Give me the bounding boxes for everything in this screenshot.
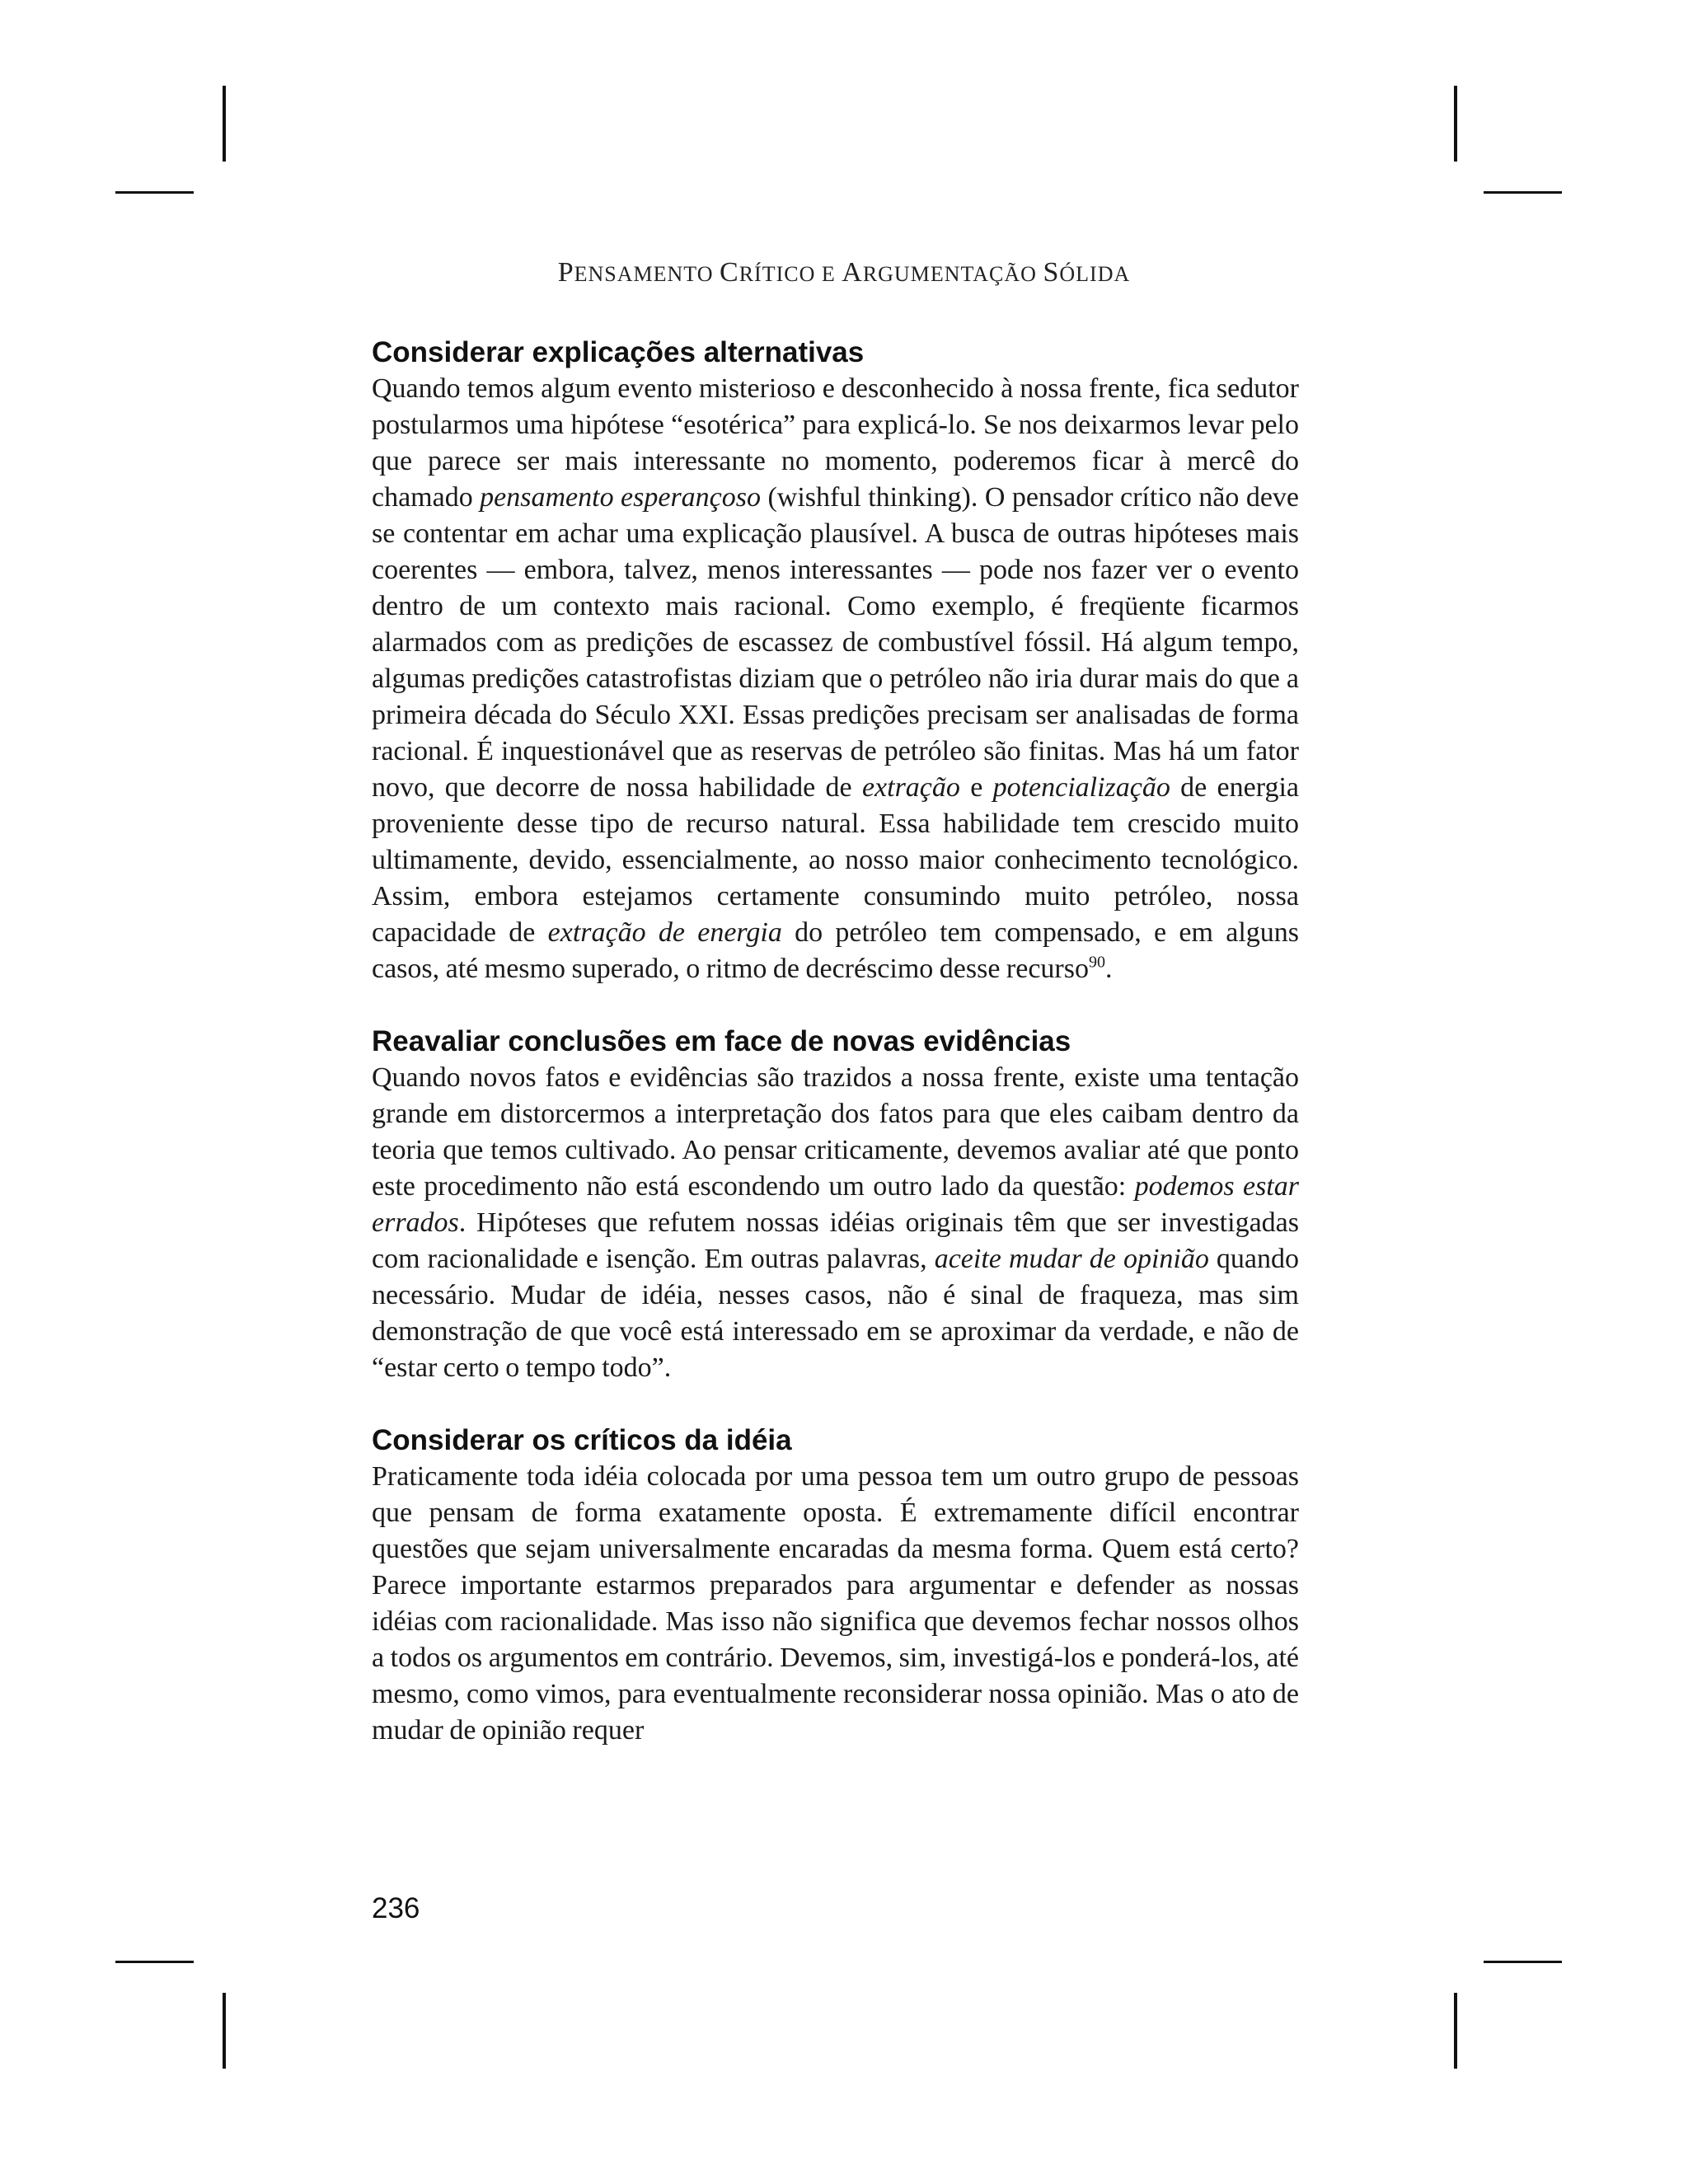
section-paragraph: Quando temos algum evento misterioso e desconhecido à nossa frente, fica sedutor postularmos uma hipótese “esotérica” para explicá-lo. Se nos deixarmos levar pelo que parece ser mais interessante no momento, poderemos ficar à mercê do chamado pensamento esperançoso (wishful thinking). O pensador crítico não deve se contentar em achar uma explicação plausível. A busca de outras hipóteses mais coerentes — embora, talvez, menos interessantes — pode nos fazer ver o evento dentro de um contexto mais racional. Como exemplo, é freqüente ficarmos alarmados com as predições de escassez de combustível fóssil. Há algum tempo, algumas predições catastrofistas diziam que o petróleo não iria durar mais do que a primeira década do Século XXI. Essas predições precisam ser analisadas de forma racional. É inquestionável que as reservas de petróleo são finitas. Mas há um fator novo, que decorre de nossa habilidade de extração e potencialização de energia proveniente desse tipo de recurso natural. Essa habilidade tem crescido muito ultimamente, devido, essencialmente, ao nosso maior conhecimento tecnológico. Assim, embora estejamos certamente consumindo muito petróleo, nossa capacidade de extração de energia do petróleo tem compensado, e em alguns casos, até mesmo superado, o ritmo de decréscimo desse recurso$^{90}$. — [372, 373, 1299, 984]
running-head: PENSAMENTO CRÍTICO E ARGUMENTAÇÃO SÓLIDA — [557, 257, 1131, 288]
running-head-initial: P — [557, 257, 574, 288]
section-heading: Considerar os críticos da idéia — [372, 1424, 792, 1456]
italic-emphasis: potencialização — [992, 772, 1170, 803]
running-head-initial: A — [842, 257, 863, 288]
section-heading: Reavaliar conclusões em face de novas evidências — [372, 1025, 1071, 1057]
crop-mark-top-left-horizontal — [115, 191, 194, 194]
italic-emphasis: podemos estar errados — [372, 1171, 1299, 1238]
crop-mark-bottom-left-horizontal — [115, 1961, 194, 1963]
crop-mark-bottom-right-horizontal — [1484, 1961, 1562, 1963]
section-paragraph: Praticamente toda idéia colocada por uma pessoa tem um outro grupo de pessoas que pensam de forma exatamente oposta. É extremamente difícil encontrar questões que sejam universalmente encaradas da mesma forma. Quem está certo? Parece importante estarmos preparados para argumentar e defender as nossas idéias com racionalidade. Mas isso não significa que devemos fechar nossos olhos a todos os argumentos em contrário. Devemos, sim, investigá-los e ponderá-los, até mesmo, como vimos, para eventualmente reconsiderar nossa opinião. Mas o ato de mudar de opinião requer — [372, 1461, 1299, 1746]
section-consider-critics — [372, 1422, 1299, 1749]
italic-emphasis: extração — [861, 772, 960, 803]
section-reevaluate-conclusions — [372, 1024, 1299, 1386]
italic-emphasis: pensamento esperançoso — [480, 482, 761, 513]
running-head-initial: C — [720, 257, 739, 288]
section-heading: Considerar explicações alternativas — [372, 336, 865, 368]
crop-mark-bottom-right-vertical — [1454, 1993, 1457, 2069]
crop-mark-top-left-vertical — [223, 86, 226, 162]
crop-mark-top-right-horizontal — [1484, 191, 1562, 194]
running-head-initial: S — [1043, 257, 1060, 288]
italic-emphasis: aceite mudar de opinião — [934, 1244, 1209, 1274]
page-body — [372, 335, 1299, 1749]
crop-mark-bottom-left-vertical — [223, 1993, 226, 2069]
footnote-reference: 90 — [1089, 953, 1105, 972]
page-number: 236 — [372, 1892, 420, 1924]
crop-mark-top-right-vertical — [1454, 86, 1457, 162]
italic-emphasis: extração de energia — [547, 917, 782, 948]
section-alternative-explanations — [372, 335, 1299, 987]
section-paragraph: Quando novos fatos e evidências são trazidos a nossa frente, existe uma tentação grande em distorcermos a interpretação dos fatos para que eles caibam dentro da teoria que temos cultivado. Ao pensar criticamente, devemos avaliar até que ponto este procedimento não está escondendo um outro lado da questão: podemos estar errados. Hipóteses que refutem nossas idéias originais têm que ser investigadas com racionalidade e isenção. Em outras palavras, aceite mudar de opinião quando necessário. Mudar de idéia, nesses casos, não é sinal de fraqueza, mas sim demonstração de que você está interessado em se aproximar da verdade, e não de “estar certo o tempo todo”. — [372, 1062, 1299, 1383]
